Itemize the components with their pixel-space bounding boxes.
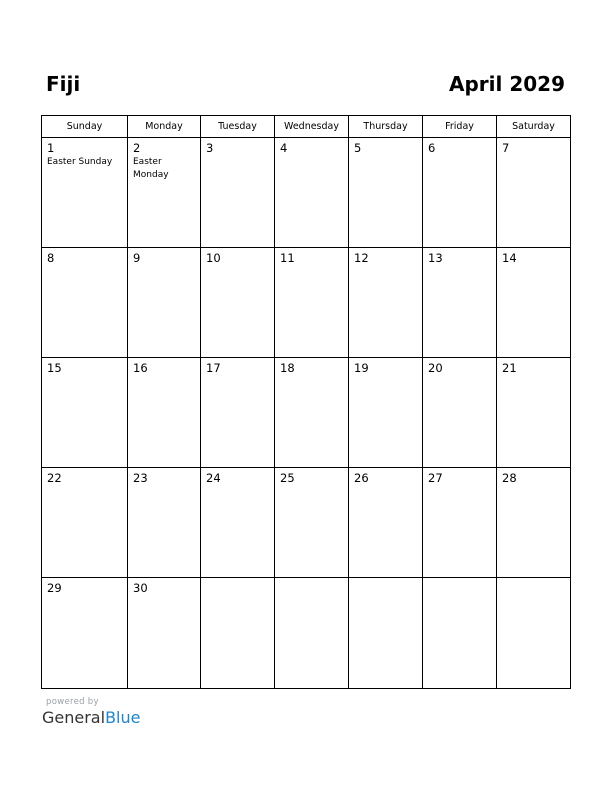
day-cell [423,358,497,467]
day-cell [42,578,128,688]
day-number: 9 [133,251,141,265]
day-cell [201,138,275,247]
day-number: 7 [502,141,510,155]
calendar-grid [41,115,571,689]
day-cell [349,248,423,357]
day-cell [128,578,201,688]
day-cell [201,468,275,577]
day-cell [201,248,275,357]
weekday-thursday: Thursday [349,116,423,137]
country-title: Fiji [46,72,81,96]
day-number: 6 [428,141,436,155]
weekday-tuesday: Tuesday [201,116,275,137]
holiday-label: Easter Sunday [47,157,113,167]
day-number: 11 [280,251,295,265]
day-number: 23 [133,471,148,485]
day-cell [42,358,128,467]
weekday-saturday: Saturday [512,121,555,132]
day-number: 16 [133,361,148,375]
day-cell [201,578,275,688]
day-cell [275,468,349,577]
week-row [42,358,570,468]
day-number: 15 [47,361,62,375]
day-number: 26 [354,471,369,485]
day-cell [275,138,349,247]
weekday-monday: Monday [128,116,201,137]
day-number: 20 [428,361,443,375]
day-cell [275,248,349,357]
day-cell [128,358,201,467]
week-row [42,468,570,578]
day-number: 21 [502,361,517,375]
weekday-sunday: Sunday [42,116,128,137]
day-cell [349,578,423,688]
weekday-wednesday: Wednesday [275,116,349,137]
day-number: 1 [47,141,55,155]
day-number: 4 [280,141,288,155]
day-number: 24 [206,471,221,485]
day-number: 10 [206,251,221,265]
day-number: 22 [47,471,62,485]
day-number: 27 [428,471,443,485]
day-cell [349,138,423,247]
day-number: 29 [47,581,62,595]
day-number: 28 [502,471,517,485]
weekday-header-row [42,116,570,138]
week-row [42,138,570,248]
day-cell [497,138,570,247]
day-cell [349,358,423,467]
day-cell [423,578,497,688]
day-number: 14 [502,251,517,265]
day-cell [42,138,128,247]
day-cell [497,358,570,467]
day-number: 30 [133,581,148,595]
holiday-label: Easter Monday [133,157,169,180]
day-number: 8 [47,251,55,265]
day-cell [42,468,128,577]
week-row [42,248,570,358]
day-cell [497,468,570,577]
day-number: 13 [428,251,443,265]
day-number: 19 [354,361,369,375]
day-cell [128,468,201,577]
day-number: 18 [280,361,295,375]
week-row [42,578,570,688]
day-cell [275,358,349,467]
day-cell [423,468,497,577]
day-number: 3 [206,141,214,155]
day-cell [128,248,201,357]
powered-by-label: powered by [46,697,99,707]
day-cell [497,578,570,688]
day-cell [349,468,423,577]
day-grid [42,138,570,688]
brand-blue-text: Blue [105,708,141,727]
brand-general-text: General [42,708,106,727]
day-cell [42,248,128,357]
day-cell [497,248,570,357]
day-cell [423,248,497,357]
weekday-friday: Friday [423,116,497,137]
day-number: 12 [354,251,369,265]
day-number: 2 [133,141,141,155]
day-number: 25 [280,471,295,485]
day-cell [275,578,349,688]
day-number: 17 [206,361,221,375]
month-year-title: April 2029 [449,72,565,96]
day-cell [423,138,497,247]
day-cell [128,138,201,247]
day-cell [201,358,275,467]
day-number: 5 [354,141,362,155]
generalblue-logo[interactable] [42,708,140,728]
